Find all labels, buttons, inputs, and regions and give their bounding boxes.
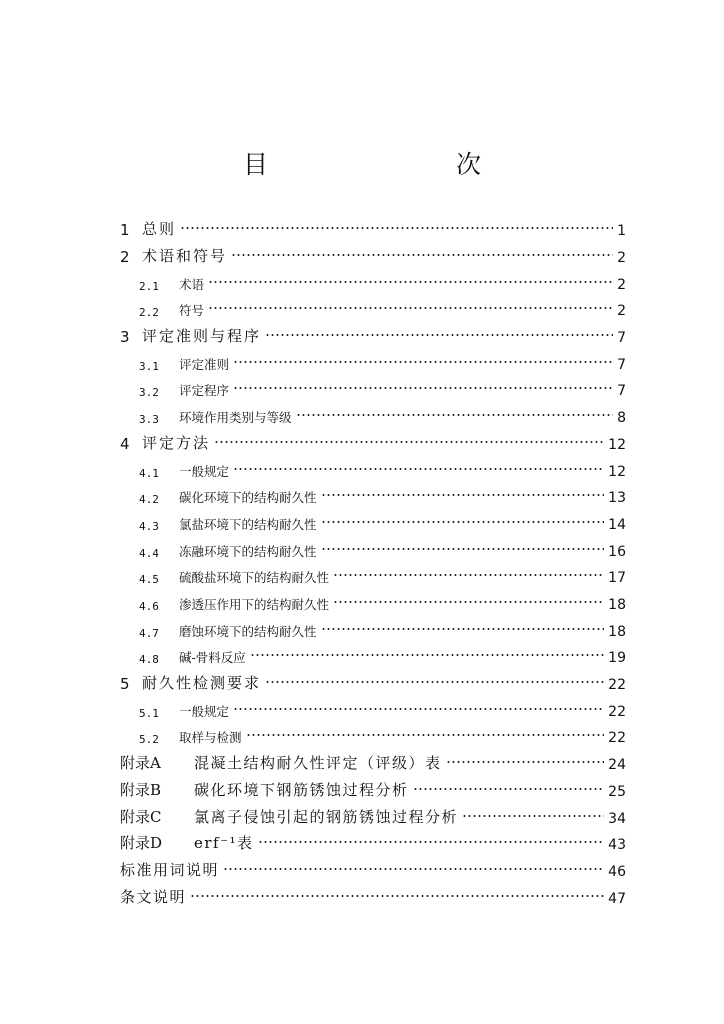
toc-entry-number: 2.2 xyxy=(139,306,159,319)
dot-leader xyxy=(413,784,605,794)
toc-entry-page: 16 xyxy=(608,544,626,560)
toc-entry-number: 4.4 xyxy=(139,547,159,560)
toc-entry-label: 总则 xyxy=(142,220,177,238)
dot-leader xyxy=(321,544,605,554)
toc-entry-number: 4.6 xyxy=(139,600,159,613)
toc-entry-label: 硫酸盐环境下的结构耐久性 xyxy=(179,570,330,585)
toc-entry xyxy=(139,564,626,586)
dot-leader xyxy=(250,650,604,660)
toc-entry xyxy=(120,671,626,693)
toc-entry xyxy=(120,751,626,773)
toc-entry xyxy=(139,458,626,480)
toc-entry-label: 碱-骨料反应 xyxy=(179,650,246,665)
dot-leader xyxy=(214,437,604,447)
toc-entry-page: 43 xyxy=(608,837,626,853)
toc-entry-number: 5 xyxy=(120,675,130,693)
toc-entry-label: 混凝土结构耐久性评定（评级）表 xyxy=(194,754,442,772)
toc-entry xyxy=(139,511,626,533)
toc-entry-page: 47 xyxy=(608,891,626,907)
toc-entry-label: 术语和符号 xyxy=(142,247,228,265)
dot-leader xyxy=(296,410,614,420)
toc-entry-page: 22 xyxy=(608,704,626,720)
dot-leader xyxy=(258,837,605,847)
toc-entry-number: 4.1 xyxy=(139,467,159,480)
toc-entry-number: 附录D xyxy=(120,834,163,852)
dot-leader xyxy=(265,330,613,340)
toc-entry-label: 氯离子侵蚀引起的钢筋锈蚀过程分析 xyxy=(194,808,459,826)
dot-leader xyxy=(446,757,605,767)
dot-leader xyxy=(321,624,605,634)
toc-entry-label: 碳化环境下的结构耐久性 xyxy=(179,490,317,505)
toc-entry-page: 12 xyxy=(608,437,626,453)
toc-entry-number: 3 xyxy=(120,328,130,346)
dot-leader xyxy=(190,891,604,901)
toc-entry-page: 22 xyxy=(608,677,626,693)
dot-leader xyxy=(233,357,613,367)
toc-entry-page: 2 xyxy=(617,303,626,319)
toc-entry-number: 4 xyxy=(120,435,130,453)
toc-entry xyxy=(139,377,626,399)
dot-leader xyxy=(333,570,604,580)
toc-entry-page: 7 xyxy=(617,330,626,346)
toc-entry-page: 2 xyxy=(617,250,626,266)
dot-leader xyxy=(208,277,613,287)
dot-leader xyxy=(233,464,604,474)
toc-entry xyxy=(139,618,626,640)
toc-entry-page: 8 xyxy=(617,410,626,426)
toc-entry-page: 25 xyxy=(608,784,626,800)
toc-entry-page: 7 xyxy=(617,383,626,399)
toc-entry-page: 34 xyxy=(608,811,626,827)
toc-entry xyxy=(120,431,626,453)
toc-entry-number: 4.7 xyxy=(139,627,159,640)
toc-entry-number: 3.3 xyxy=(139,413,159,426)
toc-entry-label: 评定准则与程序 xyxy=(142,327,262,345)
toc-entry-label: 渗透压作用下的结构耐久性 xyxy=(179,597,330,612)
toc-entry xyxy=(139,271,626,293)
toc-entry xyxy=(120,217,626,239)
toc-entry-label: 冻融环境下的结构耐久性 xyxy=(179,544,317,559)
toc-entry-label: 碳化环境下钢筋锈蚀过程分析 xyxy=(194,781,409,799)
toc-entry-label: 环境作用类别与等级 xyxy=(179,410,292,425)
toc-entry xyxy=(139,297,626,319)
toc-entry-number: 附录C xyxy=(120,808,162,826)
toc-entry-number: 2.1 xyxy=(139,280,159,293)
toc-entry-label: 评定程序 xyxy=(179,383,230,398)
toc-entry-label: erf⁻¹表 xyxy=(194,834,254,852)
toc-entry xyxy=(139,724,626,746)
dot-leader xyxy=(333,597,604,607)
dot-leader xyxy=(233,704,604,714)
toc-entry-number: 3.1 xyxy=(139,360,159,373)
dot-leader xyxy=(231,250,613,260)
toc-entry-label: 标准用词说明 xyxy=(120,861,220,879)
toc-entry xyxy=(120,885,626,907)
toc-entry xyxy=(120,324,626,346)
toc-entry xyxy=(139,698,626,720)
toc-entry-number: 2 xyxy=(120,248,130,266)
toc-entry-label: 一般规定 xyxy=(179,704,230,719)
page-title: 目 次 xyxy=(242,150,527,179)
toc-entry-page: 18 xyxy=(608,597,626,613)
toc-entry-label: 取样与检测 xyxy=(179,730,242,745)
toc-entry-page: 19 xyxy=(608,650,626,666)
toc-entry-page: 22 xyxy=(608,730,626,746)
dot-leader xyxy=(321,517,605,527)
dot-leader xyxy=(208,303,613,313)
toc-entry-number: 附录A xyxy=(120,754,161,772)
toc-entry-label: 条文说明 xyxy=(120,888,187,906)
toc-entry xyxy=(120,778,626,800)
toc-entry xyxy=(139,644,626,666)
toc-entry xyxy=(120,805,626,827)
toc-entry-page: 12 xyxy=(608,464,626,480)
toc-entry-number: 4.8 xyxy=(139,653,159,666)
toc-entry xyxy=(120,244,626,266)
toc-entry-page: 13 xyxy=(608,490,626,506)
toc-entry xyxy=(139,538,626,560)
toc-entry-page: 46 xyxy=(608,864,626,880)
toc-entry-number: 3.2 xyxy=(139,386,159,399)
toc-entry-page: 18 xyxy=(608,624,626,640)
dot-leader xyxy=(265,677,604,687)
toc-entry-number: 5.1 xyxy=(139,707,159,720)
dot-leader xyxy=(246,730,605,740)
toc-entry xyxy=(120,858,626,880)
toc-entry-label: 耐久性检测要求 xyxy=(142,674,262,692)
toc-entry-number: 4.3 xyxy=(139,520,159,533)
dot-leader xyxy=(223,864,604,874)
toc-entry-page: 1 xyxy=(617,223,626,239)
toc-entry-label: 评定准则 xyxy=(179,357,230,372)
toc-entry-page: 14 xyxy=(608,517,626,533)
toc-entry-label: 术语 xyxy=(179,277,205,292)
toc-entry-number: 1 xyxy=(120,221,130,239)
toc-entry-number: 附录B xyxy=(120,781,162,799)
toc-entry-page: 17 xyxy=(608,570,626,586)
toc-entry xyxy=(139,404,626,426)
toc-entry xyxy=(120,831,626,853)
toc-entry-number: 4.5 xyxy=(139,573,159,586)
dot-leader xyxy=(180,223,613,233)
toc-entry-label: 一般规定 xyxy=(179,464,230,479)
toc-entry-number: 5.2 xyxy=(139,733,159,746)
dot-leader xyxy=(462,811,604,821)
dot-leader xyxy=(321,490,605,500)
toc-entry-label: 氯盐环境下的结构耐久性 xyxy=(179,517,317,532)
toc-entry-label: 评定方法 xyxy=(142,434,211,452)
dot-leader xyxy=(233,383,613,393)
toc-entry-page: 2 xyxy=(617,277,626,293)
toc-entry-label: 磨蚀环境下的结构耐久性 xyxy=(179,624,317,639)
toc-entry xyxy=(139,591,626,613)
toc-entry xyxy=(139,351,626,373)
toc-entry-number: 4.2 xyxy=(139,493,159,506)
toc-entry-page: 24 xyxy=(608,757,626,773)
toc-entry-page: 7 xyxy=(617,357,626,373)
toc-entry-label: 符号 xyxy=(179,303,205,318)
toc-entry xyxy=(139,484,626,506)
